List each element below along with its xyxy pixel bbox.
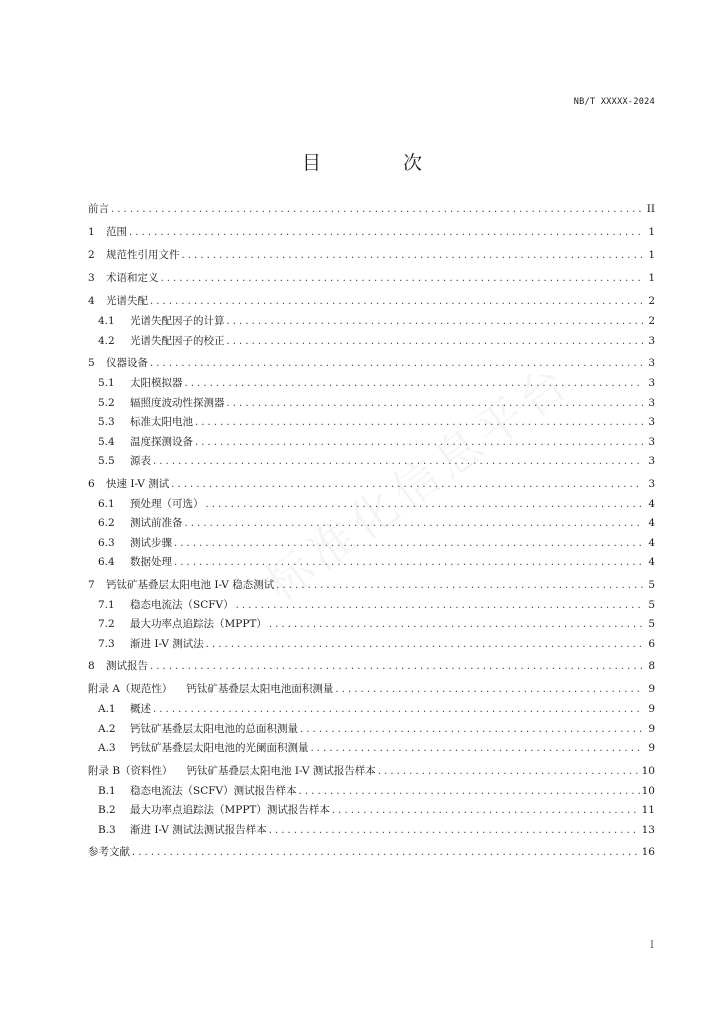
toc-entry[interactable] (88, 496, 655, 516)
toc-entry-label (88, 434, 193, 450)
toc-leader-dots (153, 702, 643, 718)
toc-entry-page: 5 (648, 618, 655, 630)
toc-entry-title: 参考文献 (88, 846, 130, 858)
toc-leader-dots (332, 803, 640, 819)
toc-entry-number: 6 (88, 477, 95, 490)
toc-entry-label (88, 453, 151, 469)
toc-entry-number: 6.4 (98, 556, 115, 568)
toc-entry-title: 数据处理 (130, 556, 172, 568)
toc-entry-number: B.1 (98, 784, 116, 797)
toc-entry-page: 9 (648, 703, 655, 715)
toc-entry-label (88, 681, 333, 697)
toc-entry-number: 5.5 (98, 455, 115, 467)
toc-leader-dots (185, 516, 644, 532)
toc-leader-dots (153, 454, 643, 470)
toc-entry-page: 2 (648, 295, 655, 307)
toc-entry-label (88, 313, 225, 329)
toc-entry[interactable] (88, 375, 655, 395)
toc-entry-title: 钙钛矿基叠层太阳电池 I-V 稳态测试 (106, 578, 275, 591)
toc-leader-dots (299, 784, 640, 800)
toc-entry-label (88, 554, 172, 570)
toc-leader-dots (206, 497, 644, 513)
toc-entry[interactable] (88, 293, 655, 313)
toc-leader-dots (182, 248, 644, 264)
toc-entry-label (88, 201, 109, 217)
toc-entry-page: 3 (648, 477, 655, 490)
toc-entry[interactable] (88, 201, 655, 221)
toc-entry-page: 4 (648, 556, 655, 568)
toc-entry[interactable] (88, 515, 655, 535)
toc-entry[interactable] (88, 224, 655, 244)
toc-leader-dots (185, 376, 644, 392)
toc-entry[interactable] (88, 636, 655, 656)
toc-entry-number: 5.4 (98, 435, 115, 448)
toc-leader-dots (150, 356, 643, 372)
toc-entry[interactable] (88, 681, 655, 701)
toc-entry[interactable] (88, 783, 655, 803)
toc-leader-dots (132, 845, 640, 861)
toc-entry-number: 7.2 (98, 618, 115, 630)
toc-entry-title: 最大功率点追踪法（MPPT）测试报告样本 (130, 804, 330, 816)
toc-entry-label (88, 224, 127, 240)
toc-entry-title: 仪器设备 (106, 357, 148, 369)
toc-entry-number: 附录 A（规范性） (88, 683, 173, 695)
toc-leader-dots (150, 294, 643, 310)
toc-entry-label (88, 740, 309, 756)
toc-entry-page: 3 (648, 377, 655, 389)
toc-entry-label (88, 597, 234, 613)
toc-entry-page: 16 (641, 846, 655, 858)
toc-entry-number: 6.3 (98, 536, 115, 549)
toc-entry-number: 附录 B（资料性） (88, 764, 173, 777)
toc-entry-page: 3 (648, 396, 655, 409)
toc-entry-title: 钙钛矿基叠层太阳电池面积测量 (186, 683, 334, 695)
toc-entry-page: 3 (648, 357, 655, 369)
toc-leader-dots (129, 225, 643, 241)
toc-entry-page: 3 (648, 416, 655, 428)
toc-entry-label (88, 658, 148, 674)
toc-entry-number: 5.2 (98, 396, 115, 409)
toc-entry-title: 测试报告 (106, 660, 148, 672)
toc-leader-dots (227, 396, 644, 412)
toc-entry[interactable] (88, 740, 655, 760)
toc-entry[interactable] (88, 476, 655, 496)
toc-entry-label (88, 333, 225, 349)
toc-entry[interactable] (88, 247, 655, 267)
toc-entry-label (88, 375, 183, 391)
standard-code: NB/T XXXXX-2024 (573, 97, 655, 107)
toc-leader-dots (206, 637, 643, 653)
toc-entry[interactable] (88, 822, 655, 842)
toc-entry-title: 测试前准备 (130, 517, 183, 529)
toc-entry-page: 10 (641, 764, 655, 777)
toc-entry-label (88, 414, 193, 430)
toc-entry[interactable] (88, 535, 655, 555)
toc-entry-title: 源表 (130, 455, 151, 467)
toc-leader-dots (300, 722, 643, 738)
toc-entry-label (88, 293, 148, 309)
toc-entry-title: 渐进 I-V 测试法 (130, 637, 204, 650)
toc-entry-page: 10 (641, 784, 655, 797)
toc-entry-label (88, 577, 274, 593)
toc-entry-title: 渐进 I-V 测试法测试报告样本 (130, 823, 267, 836)
toc-entry-number: 4.1 (98, 315, 115, 327)
toc-leader-dots (236, 598, 643, 614)
toc-entry-title: 前言 (88, 203, 109, 215)
toc-entry-number: 2 (88, 249, 95, 261)
toc-entry[interactable] (88, 270, 655, 290)
toc-entry-page: 8 (648, 660, 655, 672)
toc-entry-page: II (646, 203, 655, 215)
toc-entry[interactable] (88, 434, 655, 454)
toc-entry-number: B.3 (98, 823, 116, 836)
toc-entry-number: 4.2 (98, 334, 115, 347)
toc-entry-page: 4 (648, 497, 655, 510)
toc-entry[interactable] (88, 763, 655, 783)
toc-leader-dots (195, 415, 643, 431)
toc-leader-dots (227, 334, 644, 350)
toc-entry-title: 最大功率点追踪法（MPPT） (130, 618, 267, 630)
toc-leader-dots (161, 271, 644, 287)
toc-entry-title: 辐照度波动性探测器 (130, 396, 225, 409)
toc-entry-number: 6.2 (98, 517, 115, 529)
toc-entry-title: 概述 (130, 703, 151, 715)
toc-leader-dots (276, 578, 643, 594)
toc-entry[interactable] (88, 701, 655, 721)
toc-entry-page: 3 (648, 334, 655, 347)
toc-entry[interactable] (88, 577, 655, 597)
toc-leader-dots (150, 659, 643, 675)
toc-entry-number: 7 (88, 578, 95, 591)
toc-entry-label (88, 616, 267, 632)
toc-entry-label (88, 822, 267, 838)
toc-entry-label (88, 701, 151, 717)
toc-entry-title: 预处理（可选） (130, 497, 204, 510)
toc-entry-page: 13 (641, 823, 655, 836)
toc-entry-title: 稳态电流法（SCFV）测试报告样本 (130, 784, 297, 797)
toc-entry[interactable] (88, 395, 655, 415)
toc-leader-dots (174, 555, 643, 571)
toc-entry-title: 太阳模拟器 (130, 377, 183, 389)
table-of-contents (88, 201, 655, 864)
toc-leader-dots (227, 314, 644, 330)
toc-entry-label (88, 802, 330, 818)
toc-entry-number: A.1 (98, 703, 116, 715)
toc-entry-page: 6 (648, 637, 655, 650)
toc-entry-number: 8 (88, 660, 95, 672)
toc-entry-number: A.3 (98, 742, 116, 754)
toc-entry-number: 4 (88, 295, 95, 307)
toc-entry-label (88, 636, 204, 652)
toc-entry[interactable] (88, 453, 655, 473)
toc-entry[interactable] (88, 597, 655, 617)
toc-entry-title: 温度探测设备 (130, 435, 193, 448)
toc-entry[interactable] (88, 313, 655, 333)
toc-entry-title: 光谱失配因子的计算 (130, 315, 225, 327)
toc-entry-number: 6.1 (98, 497, 115, 510)
toc-entry-page: 2 (648, 315, 655, 327)
toc-entry-page: 9 (648, 683, 655, 695)
toc-entry-label (88, 844, 130, 860)
toc-entry-label (88, 535, 172, 551)
toc-entry-title: 钙钛矿基叠层太阳电池的总面积测量 (130, 722, 298, 735)
toc-entry-number: 5 (88, 357, 95, 369)
toc-entry-number: 7.3 (98, 637, 115, 650)
toc-entry-page: 11 (641, 804, 655, 816)
toc-entry-number: A.2 (98, 722, 116, 735)
toc-entry-number: 7.1 (98, 598, 115, 611)
toc-entry-number: 3 (88, 272, 95, 284)
toc-entry[interactable] (88, 355, 655, 375)
toc-entry[interactable] (88, 721, 655, 741)
page-number: I (650, 940, 654, 951)
toc-entry-title: 稳态电流法（SCFV） (130, 598, 234, 611)
toc-entry-title: 钙钛矿基叠层太阳电池 I-V 测试报告样本 (186, 764, 376, 777)
page-title: 目 次 (301, 152, 461, 174)
toc-leader-dots (335, 682, 643, 698)
toc-entry-number: 5.1 (98, 377, 115, 389)
toc-leader-dots (378, 764, 640, 780)
toc-entry-number: 5.3 (98, 416, 115, 428)
toc-entry[interactable] (88, 616, 655, 636)
toc-entry-page: 1 (648, 272, 655, 284)
toc-entry-title: 规范性引用文件 (106, 249, 180, 261)
toc-leader-dots (174, 536, 643, 552)
toc-entry-page: 4 (648, 536, 655, 549)
toc-entry-title: 测试步骤 (130, 536, 172, 549)
toc-entry-label (88, 763, 376, 779)
toc-entry-page: 9 (648, 742, 655, 754)
toc-leader-dots (195, 435, 643, 451)
toc-entry-page: 1 (648, 226, 655, 238)
toc-entry-title: 标准太阳电池 (130, 416, 193, 428)
toc-entry-title: 范围 (106, 226, 127, 238)
toc-entry-label (88, 496, 204, 512)
toc-entry-label (88, 515, 183, 531)
toc-entry-title: 快速 I-V 测试 (106, 477, 170, 490)
toc-entry-title: 钙钛矿基叠层太阳电池的光阑面积测量 (130, 742, 309, 754)
toc-entry-label (88, 270, 159, 286)
toc-entry-label (88, 247, 180, 263)
toc-entry-title: 光谱失配因子的校正 (130, 334, 225, 347)
toc-entry-page: 9 (648, 722, 655, 735)
toc-entry-title: 术语和定义 (106, 272, 159, 284)
toc-entry[interactable] (88, 414, 655, 434)
toc-entry-page: 5 (648, 578, 655, 591)
toc-entry-label (88, 355, 148, 371)
toc-leader-dots (269, 617, 643, 633)
toc-entry-page: 5 (648, 598, 655, 611)
toc-leader-dots (111, 202, 643, 218)
toc-entry[interactable] (88, 658, 655, 678)
toc-entry-title: 光谱失配 (106, 295, 148, 307)
toc-entry-label (88, 395, 225, 411)
toc-leader-dots (269, 823, 640, 839)
toc-entry-label (88, 721, 298, 737)
toc-entry-label (88, 476, 169, 492)
toc-entry[interactable] (88, 844, 655, 864)
toc-entry[interactable] (88, 333, 655, 353)
toc-entry-number: B.2 (98, 804, 116, 816)
toc-entry-page: 3 (648, 455, 655, 467)
toc-leader-dots (171, 477, 643, 493)
toc-entry-page: 1 (648, 249, 655, 261)
toc-entry-page: 3 (648, 435, 655, 448)
toc-entry-page: 4 (648, 517, 655, 529)
toc-entry[interactable] (88, 802, 655, 822)
toc-entry-label (88, 783, 297, 799)
toc-entry[interactable] (88, 554, 655, 574)
toc-entry-number: 1 (88, 226, 95, 238)
toc-leader-dots (311, 741, 644, 757)
